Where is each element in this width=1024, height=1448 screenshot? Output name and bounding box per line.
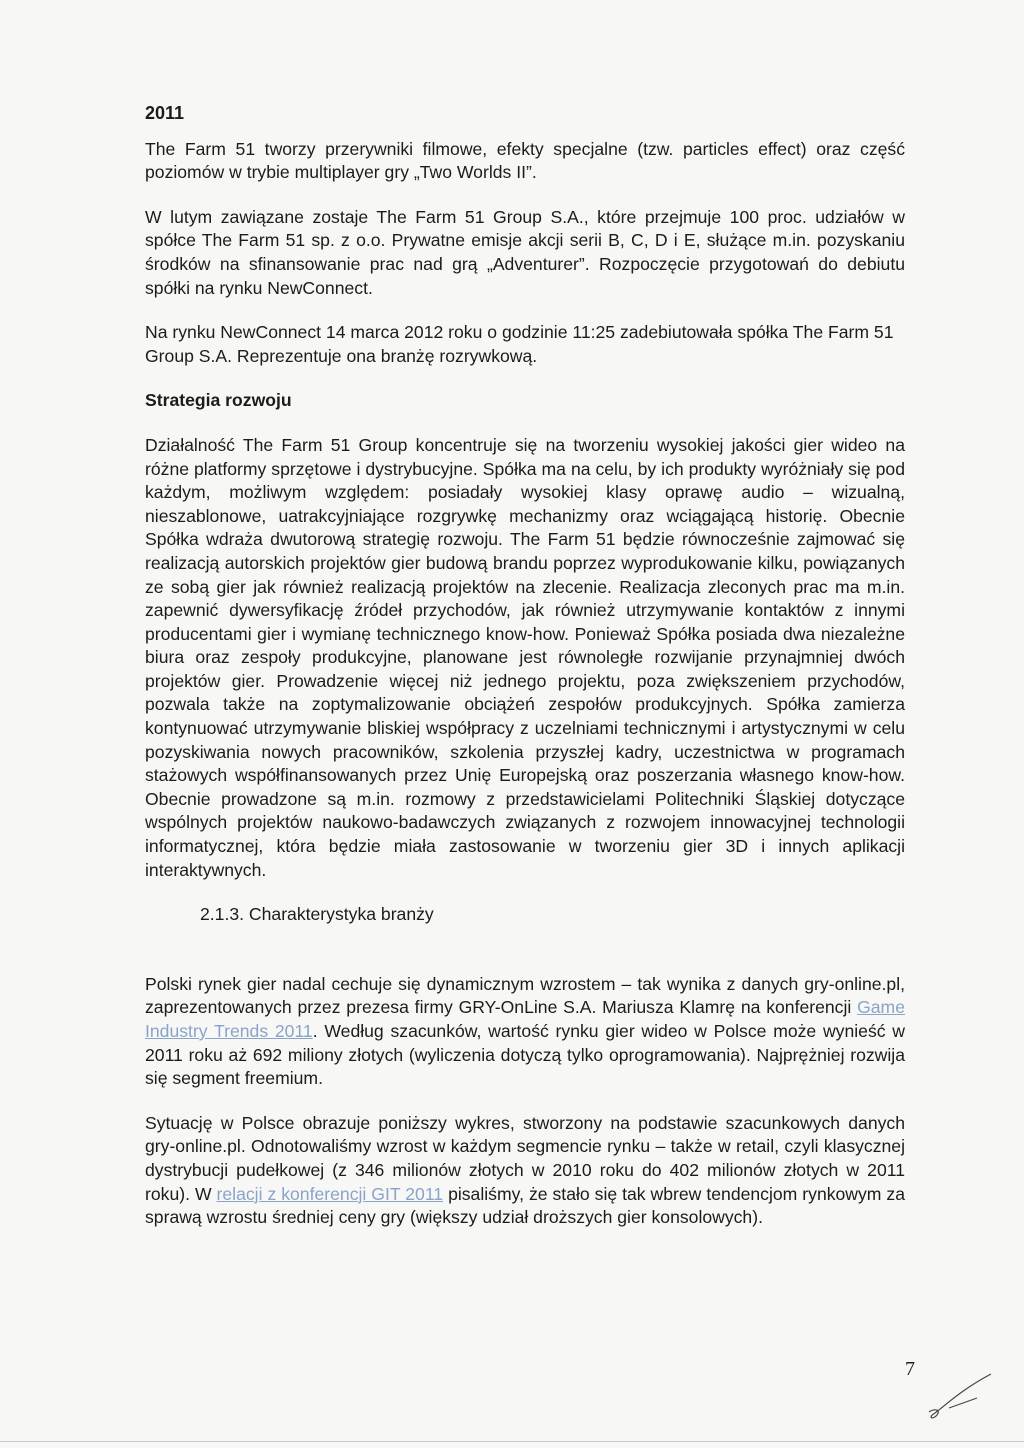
git-report-link[interactable]: relacji z konferencji GIT 2011 <box>216 1183 444 1204</box>
strategy-heading: Strategia rozwoju <box>145 390 292 411</box>
situation-text-end: pisaliśmy, że stało się tak wbrew tendencjom rynkowym za sprawą wzrostu średniej ceny gry (większy udział droższych gier konsolowych). <box>145 1183 906 1228</box>
git-2011-link[interactable]: Game Industry Trends 2011 <box>145 997 905 1041</box>
document-body <box>145 102 905 1251</box>
signature-mark <box>925 1368 995 1423</box>
section-number: 2.1.3. <box>200 904 245 925</box>
strategy-paragraph: Działalność The Farm 51 Group koncentruje się na tworzeniu wysokiej jakości gier wideo na różne platformy sprzętowe i dystrybucyjne. Spółka ma na celu, by ich produkty wyróżniały się pod każdym, możliwym względem: posiadały wysokiej klasy oprawę audio – wizualną, nieszablonowe, uatrakcyjniające rozgrywkę mechanizmy oraz wciągającą historię. Obecnie Spółka wdraża dwutorową strategię rozwoju. The Farm 51 będzie równocześnie zajmować się realizacją autorskich projektów gier budową brandu poprzez wyprodukowanie kilku, powiązanych ze sobą gier jak również realizacją projektów na zlecenie. Realizacja zleconych prac ma m.in. zapewnić dywersyfikację źródeł przychodów, jak również utrzymywanie kontaktów z innymi producentami gier i wymianę technicznego know-how. Ponieważ Spółka posiada dwa niezależne biura oraz zespoły produkcyjne, planowane jest równoległe rozwijanie przynajmniej dwóch projektów gier. Prowadzenie więcej niż jednego projektu, poza zwiększeniem przychodów, pozwala także na zoptymalizowanie obciążeń zespołów produkcyjnych. Spółka zamierza kontynuować utrzymywanie bliskiej współpracy z uczelniami technicznymi i artystycznymi w celu pozyskiwania nowych pracowników, szkolenia przyszłej kadry, uczestnictwa w programach stażowych współfinansowanych przez Unię Europejską oraz poszerzania własnego know-how. Obecnie prowadzone są m.in. rozmowy z przedstawicielami Politechniki Śląskiej dotyczące wspólnych projektów naukowo-badawczych związanych z rozwojem innowacyjnej technologii informatycznej, która będzie miała zastosowanie w tworzeniu gier 3D i innych aplikacji interaktywnych. <box>145 434 905 880</box>
paragraph-group-founding: W lutym zawiązane zostaje The Farm 51 Group S.A., które przejmuje 100 proc. udziałów w spółce The Farm 51 sp. z o.o. Prywatne emisje akcji serii B, C, D i E, służące m.in. pozyskaniu środków na sfinansowanie prac nad grą „Adventurer”. Rozpoczęcie przygotowań do debiutu spółki na rynku NewConnect. <box>145 206 905 298</box>
section-heading <box>145 903 905 927</box>
section-title: Charakterystyka branży <box>248 904 434 925</box>
market-text-end: . Według szacunków, wartość rynku gier wideo w Polsce może wynieść w 2011 roku aż 692 miliony złotych (wyliczenia dotyczą tylko oprogramowania). Najprężniej rozwija się segment freemium. <box>145 1021 906 1089</box>
market-paragraph <box>145 973 905 1091</box>
paragraph-newconnect-debut: Na rynku NewConnect 14 marca 2012 roku o godzinie 11:25 zadebiutowała spółka The Farm 51 Group S.A. Reprezentuje ona branżę rozrywkową. <box>145 322 894 366</box>
page-bottom-rule <box>0 1441 1024 1442</box>
page-number: 7 <box>905 1358 915 1380</box>
situation-text-start: Sytuację w Polsce obrazuje poniższy wykres, stworzony na podstawie szacunkowych danych gry-online.pl. Odnotowaliśmy wzrost w każdym segmencie rynku – także w retail, czyli klasycznej dystrybucji pudełkowej (z 346 milionów złotych w 2010 roku do 402 milionów złotych w 2011 roku). W <box>145 1112 905 1204</box>
market-text-start: Polski rynek gier nadal cechuje się dynamicznym wzrostem – tak wynika z danych gry-online.pl, zaprezentowanych przez prezesa firmy GRY-OnLine S.A. Mariusza Klamrę na konferencji <box>145 973 905 1018</box>
year-heading: 2011 <box>145 103 185 123</box>
paragraph-2011-cutscenes: The Farm 51 tworzy przerywniki filmowe, efekty specjalne (tzw. particles effect) oraz część poziomów w trybie multiplayer gry „Two Worlds II”. <box>145 138 905 183</box>
situation-paragraph <box>145 1112 905 1230</box>
